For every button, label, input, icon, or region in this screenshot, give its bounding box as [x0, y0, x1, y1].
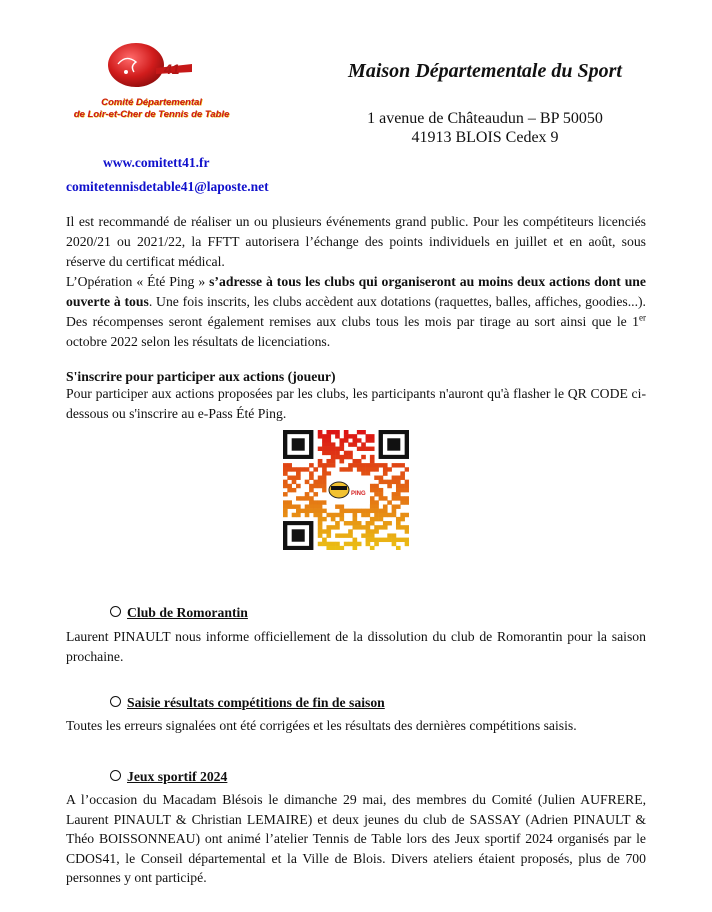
section-title-results: Saisie résultats compétitions de fin de saison [110, 695, 385, 711]
committee-logo [64, 38, 239, 128]
qr-logo-text: PING [351, 491, 366, 497]
section-text-games-2024: A l’occasion du Macadam Blésois le dimanche 29 mai, des membres du Comité (Julien AUFRERE, Laurent PINAULT & Christian LEMAIRE) et deux jeunes du club de SASSAY (Adrien PINAULT & Théo BOISSONNEAU) ont animé l’atelier Tennis de Table lors des Jeux sportif 2024 organisés par le CDOS41, le Conseil départemental et la Ville de Blois. Divers ateliers étaient proposés, plus de 700 personnes y ont participé. [66, 792, 646, 885]
register-heading: S'inscrire pour participer aux actions (joueur) [66, 369, 336, 384]
qr-code[interactable] [283, 430, 409, 550]
section-title-games-2024: Jeux sportif 2024 [110, 769, 227, 785]
logo-number: 41 [164, 61, 180, 77]
section-text-romorantin: Laurent PINAULT nous informe officiellement de la dissolution du club de Romorantin pour la saison prochaine. [66, 629, 646, 664]
section-title-romorantin: Club de Romorantin [110, 605, 248, 621]
circle-bullet-icon [110, 696, 121, 707]
website-link[interactable]: www.comitett41.fr [103, 155, 210, 170]
logo-text-line1: Comité Départemental [101, 97, 202, 108]
qr-code-graphic [283, 430, 409, 550]
address-line2: 41913 BLOIS Cedex 9 [411, 129, 559, 146]
circle-bullet-icon [110, 606, 121, 617]
page-title: Maison Départementale du Sport [348, 60, 622, 82]
email-link[interactable]: comitetennisdetable41@laposte.net [66, 179, 269, 194]
circle-bullet-icon [110, 770, 121, 781]
section-text-results: Toutes les erreurs signalées ont été corrigées et les résultats des dernières compétitions saisis. [66, 718, 577, 733]
intro-paragraph-2: L’Opération « Été Ping » s’adresse à tous les clubs qui organiseront au moins deux actions dont une ouverte à tous. Une fois inscrits, les clubs accèdent aux dotations (raquettes, balles, affiches, goodies...). Des récompenses seront également remises aux clubs tous les mois par tirage au sort ainsi que le 1er octobre 2022 selon les résultats de licenciations. [66, 274, 646, 349]
intro-paragraph-1: Il est recommandé de réaliser un ou plusieurs événements grand public. Pour les compétiteurs licenciés 2020/21 ou 2021/22, la FFTT autorisera l’échange des points individuels en juillet et en août, sous réserve du certificat médical. [66, 214, 646, 269]
intro-text [66, 212, 646, 352]
address-line1: 1 avenue de Châteaudun – BP 50050 [367, 110, 603, 127]
logo-text-line2: de Loir-et-Cher de Tennis de Table [73, 109, 230, 120]
register-text: Pour participer aux actions proposées par les clubs, les participants n'auront qu'à flasher le QR CODE ci-dessous ou s'inscrire au e-Pass Été Ping. [66, 386, 646, 421]
paddle-logo-icon [104, 38, 204, 96]
